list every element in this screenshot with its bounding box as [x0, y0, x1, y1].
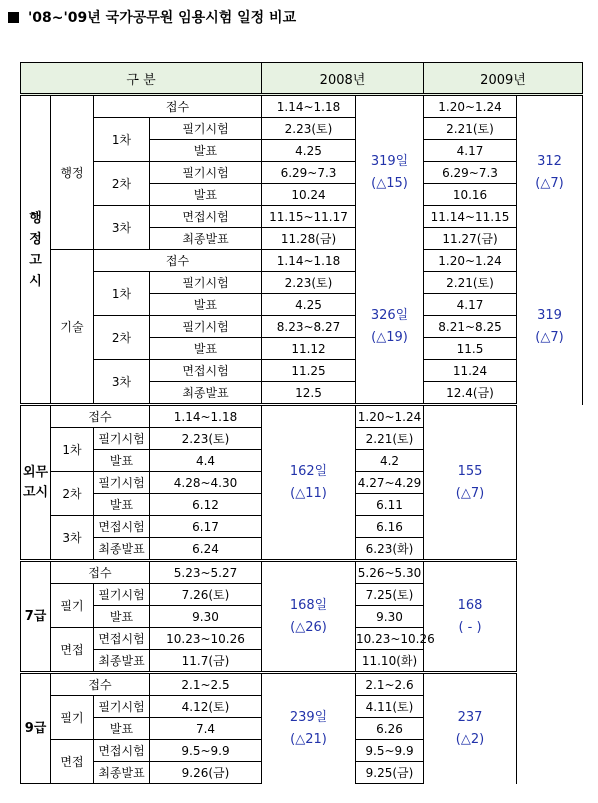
phase-label: 1차 [94, 272, 150, 316]
phase-label: 필기 [51, 696, 94, 740]
phase-label: 3차 [94, 360, 150, 405]
phase-label: 2차 [51, 472, 94, 516]
item-label: 발표 [94, 450, 150, 472]
table-row [21, 95, 583, 118]
item-label: 최종발표 [94, 650, 150, 673]
table-row [21, 428, 583, 450]
value-2008: 1.14~1.18 [262, 250, 356, 272]
summary-2009 [424, 561, 517, 584]
item-label: 면접시험 [94, 628, 150, 650]
value-2008: 12.5 [262, 382, 356, 405]
value-2009: 5.26~5.30 [356, 561, 424, 584]
value-2009: 2.21(토) [356, 428, 424, 450]
header-category: 구 분 [21, 63, 262, 95]
item-label: 필기시험 [94, 584, 150, 606]
value-2009: 4.27~4.29 [356, 472, 424, 494]
table-row [21, 206, 583, 228]
item-label: 면접시험 [94, 516, 150, 538]
summary-2008 [356, 250, 424, 272]
value-2009: 12.4(금) [424, 382, 517, 405]
value-2008: 11.28(금) [262, 228, 356, 250]
table-row [21, 584, 583, 606]
value-2009: 9.30 [356, 606, 424, 628]
value-2009: 11.14~11.15 [424, 206, 517, 228]
value-2008: 7.26(토) [150, 584, 262, 606]
value-2009: 4.17 [424, 140, 517, 162]
value-2008: 6.29~7.3 [262, 162, 356, 184]
table-row [21, 650, 583, 673]
value-2009: 11.5 [424, 338, 517, 360]
item-label: 접수 [94, 95, 262, 118]
value-2008: 2.23(토) [150, 428, 262, 450]
value-2008: 6.12 [150, 494, 262, 516]
item-label: 발표 [150, 294, 262, 316]
value-2008: 11.25 [262, 360, 356, 382]
summary-2009 [424, 650, 517, 673]
subgroup-label-gisul: 기술 [51, 250, 94, 405]
value-2009: 6.29~7.3 [424, 162, 517, 184]
summary-2008 [262, 405, 356, 428]
value-2008: 10.23~10.26 [150, 628, 262, 650]
summary-2008 [262, 650, 356, 673]
item-label: 발표 [150, 184, 262, 206]
summary-2008: 319일 (△15) [356, 118, 424, 228]
square-bullet-icon [8, 12, 19, 23]
phase-label: 면접 [51, 740, 94, 784]
item-label: 발표 [94, 718, 150, 740]
item-label: 필기시험 [150, 162, 262, 184]
subgroup-label-haengjeong: 행정 [51, 95, 94, 250]
value-2009: 9.25(금) [356, 762, 424, 784]
summary-2008 [262, 673, 356, 696]
item-label: 발표 [150, 140, 262, 162]
summary-2009 [424, 762, 517, 784]
value-2008: 7.4 [150, 718, 262, 740]
table-row [21, 162, 583, 184]
header-row [21, 63, 583, 95]
phase-label: 3차 [94, 206, 150, 250]
value-2008: 11.12 [262, 338, 356, 360]
value-2008: 6.24 [150, 538, 262, 561]
item-label: 최종발표 [150, 228, 262, 250]
phase-label: 필기 [51, 584, 94, 628]
value-2008: 2.23(토) [262, 118, 356, 140]
table-row [21, 316, 583, 338]
table-row [21, 538, 583, 561]
value-2009: 1.20~1.24 [356, 405, 424, 428]
value-2009: 4.11(토) [356, 696, 424, 718]
summary-2009 [517, 250, 583, 272]
group-label-grade7: 7급 [21, 561, 51, 673]
summary-2009 [517, 95, 583, 118]
summary-2008: 168일 (△26) [262, 584, 356, 650]
phase-label: 3차 [51, 516, 94, 561]
group-label-haengjeong-gosi: 행 정 고 시 [21, 95, 51, 405]
value-2008: 9.5~9.9 [150, 740, 262, 762]
value-2008: 11.7(금) [150, 650, 262, 673]
value-2009: 8.21~8.25 [424, 316, 517, 338]
value-2009: 1.20~1.24 [424, 95, 517, 118]
document-title [8, 6, 296, 30]
table-row [21, 405, 583, 428]
value-2009: 2.21(토) [424, 118, 517, 140]
table-row [21, 762, 583, 784]
title-text: '08~'09년 국가공무원 임용시험 일정 비교 [28, 10, 297, 26]
value-2009: 6.16 [356, 516, 424, 538]
summary-2009: 168 ( - ) [424, 584, 517, 650]
item-label: 접수 [51, 561, 150, 584]
value-2009: 4.17 [424, 294, 517, 316]
value-2009: 6.11 [356, 494, 424, 516]
value-2009: 6.26 [356, 718, 424, 740]
value-2009: 2.1~2.6 [356, 673, 424, 696]
value-2009: 11.24 [424, 360, 517, 382]
value-2008: 2.1~2.5 [150, 673, 262, 696]
summary-2009 [424, 673, 517, 696]
value-2009: 11.27(금) [424, 228, 517, 250]
item-label: 발표 [94, 494, 150, 516]
summary-2009 [424, 405, 517, 428]
item-label: 필기시험 [94, 696, 150, 718]
value-2008: 4.25 [262, 294, 356, 316]
value-2008: 4.28~4.30 [150, 472, 262, 494]
item-label: 필기시험 [150, 118, 262, 140]
summary-2009: 237 (△2) [424, 696, 517, 762]
value-2008: 4.4 [150, 450, 262, 472]
item-label: 필기시험 [150, 272, 262, 294]
summary-2008 [262, 762, 356, 784]
item-label: 접수 [51, 405, 150, 428]
table-row [21, 118, 583, 140]
value-2008: 11.15~11.17 [262, 206, 356, 228]
phase-label: 1차 [94, 118, 150, 162]
item-label: 발표 [94, 606, 150, 628]
table-row [21, 272, 583, 294]
group-label-oemu-gosi: 외무 고시 [21, 405, 51, 561]
value-2009: 2.21(토) [424, 272, 517, 294]
value-2009: 10.23~10.26 [356, 628, 424, 650]
item-label: 접수 [94, 250, 262, 272]
item-label: 필기시험 [94, 428, 150, 450]
value-2008: 8.23~8.27 [262, 316, 356, 338]
value-2008: 5.23~5.27 [150, 561, 262, 584]
summary-2009 [424, 538, 517, 561]
summary-2009: 312 (△7) [517, 118, 583, 228]
summary-2009: 319 (△7) [517, 272, 583, 382]
phase-label: 2차 [94, 316, 150, 360]
value-2008: 1.14~1.18 [262, 95, 356, 118]
value-2008: 6.17 [150, 516, 262, 538]
value-2008: 1.14~1.18 [150, 405, 262, 428]
summary-2009 [517, 228, 583, 250]
value-2009: 7.25(토) [356, 584, 424, 606]
value-2008: 2.23(토) [262, 272, 356, 294]
value-2009: 1.20~1.24 [424, 250, 517, 272]
phase-label: 면접 [51, 628, 94, 673]
summary-2008: 326일 (△19) [356, 272, 424, 382]
value-2008: 9.26(금) [150, 762, 262, 784]
summary-2008 [262, 538, 356, 561]
schedule-comparison-table [20, 62, 583, 784]
summary-2009: 155 (△7) [424, 428, 517, 538]
header-2009: 2009년 [424, 63, 583, 95]
item-label: 접수 [51, 673, 150, 696]
value-2009: 4.2 [356, 450, 424, 472]
item-label: 발표 [150, 338, 262, 360]
table-row [21, 673, 583, 696]
value-2009: 9.5~9.9 [356, 740, 424, 762]
summary-2008 [356, 228, 424, 250]
item-label: 면접시험 [94, 740, 150, 762]
item-label: 면접시험 [150, 360, 262, 382]
table-row [21, 696, 583, 718]
value-2008: 4.12(토) [150, 696, 262, 718]
summary-2009 [517, 382, 583, 405]
table-row [21, 250, 583, 272]
item-label: 최종발표 [94, 538, 150, 561]
summary-2008 [356, 382, 424, 405]
group-label-grade9: 9급 [21, 673, 51, 784]
item-label: 필기시험 [94, 472, 150, 494]
phase-label: 1차 [51, 428, 94, 472]
value-2009: 10.16 [424, 184, 517, 206]
item-label: 필기시험 [150, 316, 262, 338]
item-label: 면접시험 [150, 206, 262, 228]
summary-2008: 162일 (△11) [262, 428, 356, 538]
table-row [21, 561, 583, 584]
header-2008: 2008년 [262, 63, 424, 95]
item-label: 최종발표 [150, 382, 262, 405]
value-2009: 6.23(화) [356, 538, 424, 561]
value-2008: 10.24 [262, 184, 356, 206]
summary-2008 [356, 95, 424, 118]
summary-2008: 239일 (△21) [262, 696, 356, 762]
table-row [21, 360, 583, 382]
value-2009: 11.10(화) [356, 650, 424, 673]
phase-label: 2차 [94, 162, 150, 206]
summary-2008 [262, 561, 356, 584]
value-2008: 4.25 [262, 140, 356, 162]
value-2008: 9.30 [150, 606, 262, 628]
item-label: 최종발표 [94, 762, 150, 784]
